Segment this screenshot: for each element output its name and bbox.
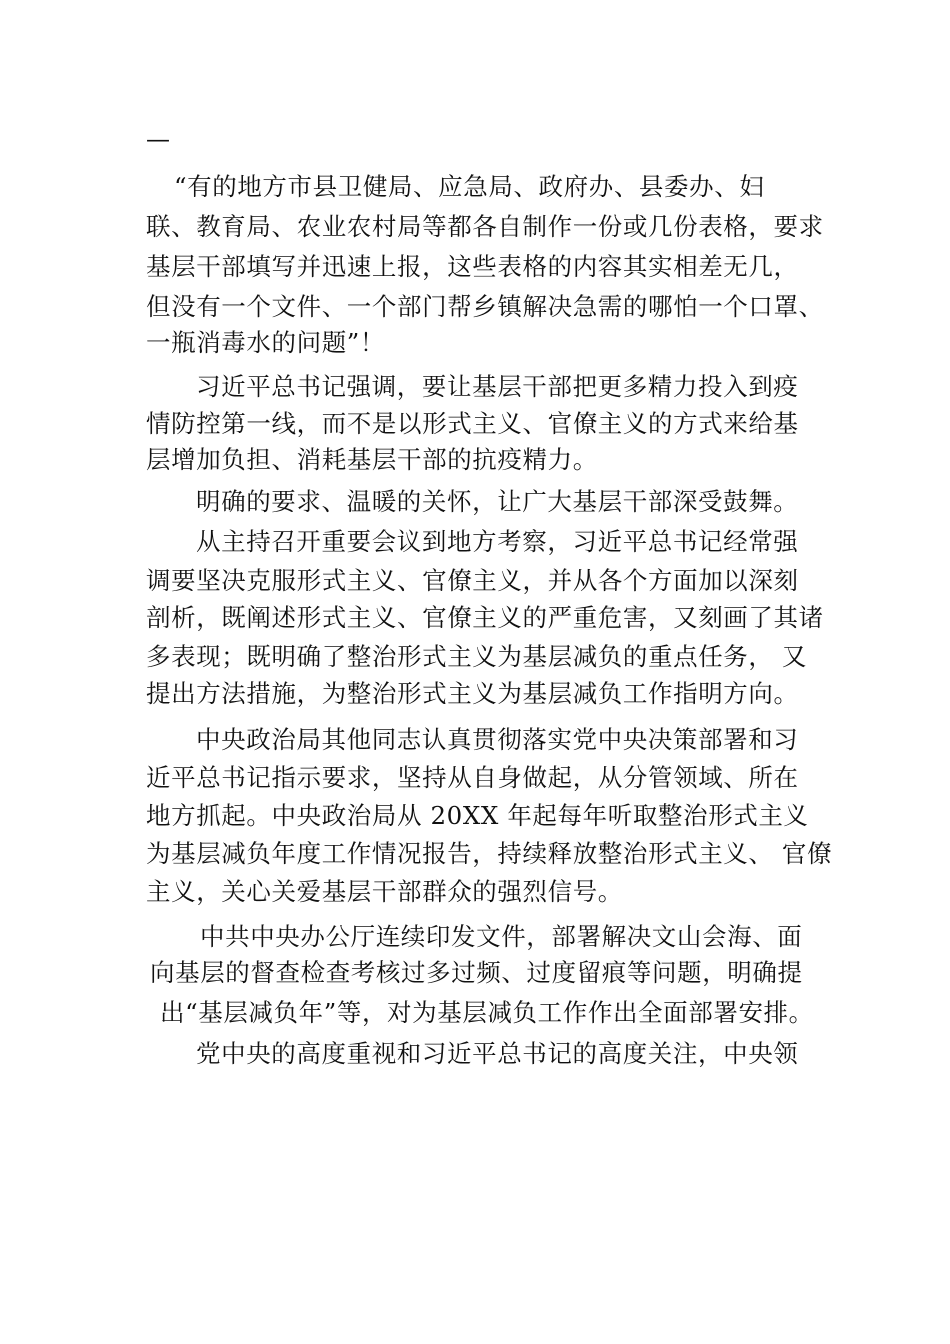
- text-line: 多表现；既明确了整治形式主义为基层减负的重点任务， 又: [146, 642, 807, 671]
- text-line: 中央政治局其他同志认真贯彻落实党中央决策部署和习: [196, 725, 799, 754]
- text-line: “有的地方市县卫健局、应急局、政府办、县委办、妇: [174, 172, 765, 201]
- text-line: 地方抓起。中央政治局从 20XX 年起每年听取整治形式主义: [146, 801, 809, 830]
- text-line: 一瓶消毒水的问题”！: [146, 328, 386, 357]
- text-line: 剖析，既阐述形式主义、官僚主义的严重危害，又刻画了其诸: [146, 603, 824, 632]
- text-line: 从主持召开重要会议到地方考察，习近平总书记经常强: [196, 527, 799, 556]
- text-line: 向基层的督查检查考核过多过频、过度留痕等问题，明确提: [150, 958, 803, 987]
- text-line: 情防控第一线，而不是以形式主义、官僚主义的方式来给基: [146, 409, 799, 438]
- text-line: 近平总书记指示要求，坚持从自身做起，从分管领域、所在: [146, 763, 799, 792]
- text-line: 基层干部填写并迅速上报，这些表格的内容其实相差无几，: [146, 252, 799, 281]
- text-line: 为基层减负年度工作情况报告，持续释放整治形式主义、 官僚: [146, 839, 833, 868]
- text-line: 中共中央办公厅连续印发文件，部署解决文山会海、面: [200, 922, 803, 951]
- text-line: 调要坚决克服形式主义、官僚主义，并从各个方面加以深刻: [146, 566, 799, 595]
- text-line: 提出方法措施，为整治形式主义为基层减负工作指明方向。: [146, 679, 799, 708]
- text-line: 党中央的高度重视和习近平总书记的高度关注，中央领: [196, 1039, 799, 1068]
- text-line: 出“基层减负年”等，对为基层减负工作作出全面部署安排。: [160, 998, 814, 1027]
- text-line: 层增加负担、消耗基层干部的抗疫精力。: [146, 445, 598, 474]
- text-line: 但没有一个文件、一个部门帮乡镇解决急需的哪怕一个口罩、: [146, 292, 824, 321]
- text-line: 明确的要求、温暖的关怀，让广大基层干部深受鼓舞。: [196, 487, 799, 516]
- text-line: 习近平总书记强调，要让基层干部把更多精力投入到疫: [196, 372, 799, 401]
- text-line: 联、教育局、农业农村局等都各自制作一份或几份表格，要求: [146, 212, 824, 241]
- top-dash-mark: —: [146, 125, 170, 153]
- text-line: 主义，关心关爱基层干部群众的强烈信号。: [146, 877, 623, 906]
